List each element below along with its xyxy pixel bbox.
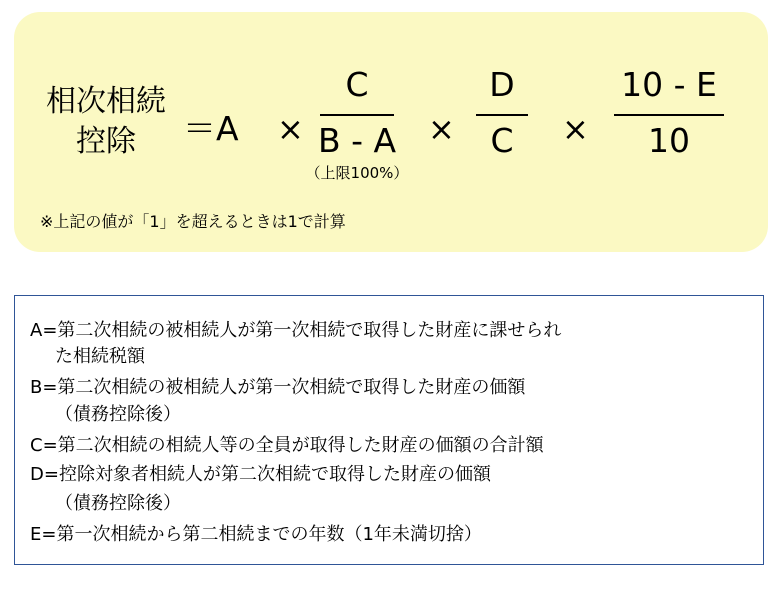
fraction1-limit-note: （上限100%） [305,164,409,182]
definition-e: E=第一次相続から第二相続までの年数（1年未満切捨） [30,524,482,545]
fraction1-bar [320,114,394,116]
definition-d: D=控除対象者相続人が第二次相続で取得した財産の価額 [30,464,491,485]
fraction2-numerator: D [489,65,515,104]
fraction1-denominator: B - A [317,121,397,160]
times-sign-3: × [562,110,589,148]
times-sign-2: × [428,110,455,148]
formula-lhs-line2: 控除 [76,124,136,159]
fraction3-numerator: 10 - E [621,65,717,104]
fraction2-denominator: C [490,121,514,160]
fraction2-bar [476,114,528,116]
definition-b: B=第二次相続の被相続人が第一次相続で取得した財産の価額 [30,377,526,398]
fraction3-denominator: 10 [648,121,690,160]
fraction3-bar [614,114,724,116]
equals-a: ＝A [183,109,239,148]
definition-c: C=第二次相続の相続人等の全員が取得した財産の価額の合計額 [30,435,544,456]
fraction1-numerator: C [345,65,369,104]
formula-lhs-line1: 相次相続 [46,84,166,119]
definition-a: A=第二次相続の被相続人が第一次相続で取得した財産に課せられ [30,320,562,341]
definition-a-continued: た相続税額 [55,346,145,367]
formula-lhs [34,82,178,162]
times-sign-1: × [277,110,304,148]
definition-b-continued: （債務控除後） [55,404,181,425]
definitions-box [14,295,764,565]
definition-d-continued: （債務控除後） [55,493,181,514]
formula-footnote: ※上記の値が「1」を超えるときは1で計算 [40,212,346,231]
